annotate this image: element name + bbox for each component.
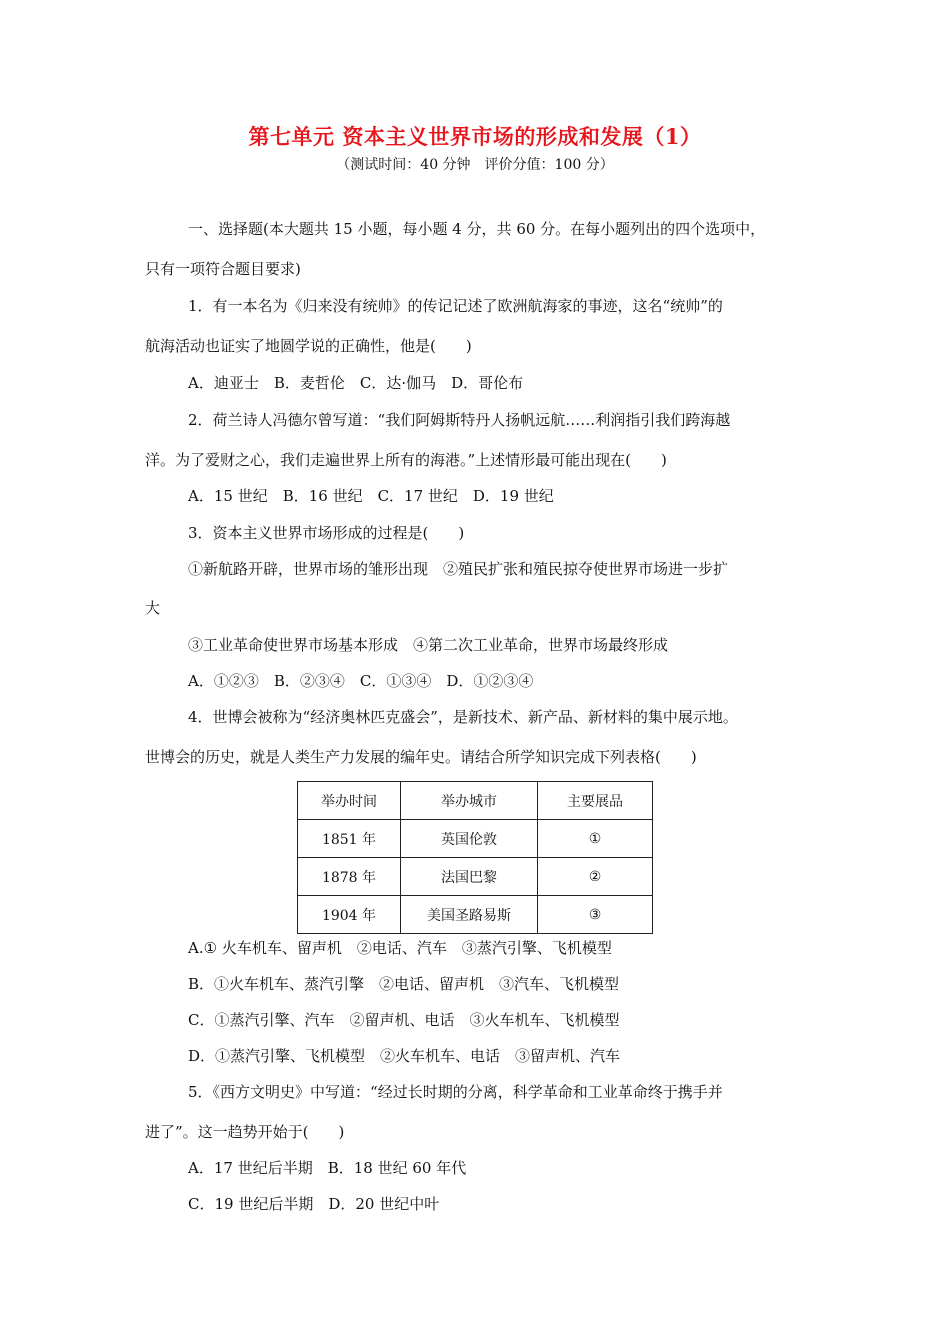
table-cell: 美国圣路易斯 xyxy=(401,896,538,934)
table-row xyxy=(298,858,653,896)
q2-stem: 2．荷兰诗人冯德尔曾写道：“我们阿姆斯特丹人扬帆远航……利润指引我们跨海越 xyxy=(188,411,731,429)
q4-option-d: D．①蒸汽引擎、飞机模型 ②火车机车、电话 ③留声机、汽车 xyxy=(188,1047,621,1065)
table-header-row xyxy=(298,782,653,820)
test-info: （测试时间：40 分钟 评价分值：100 分） xyxy=(336,157,614,173)
table-header-cell: 举办时间 xyxy=(298,782,401,820)
table-header-cell: 举办城市 xyxy=(401,782,538,820)
q5-stem: 5．《西方文明史》中写道：“经过长时期的分离，科学革命和工业革命终于携手并 xyxy=(188,1083,723,1101)
q1-stem-cont: 航海活动也证实了地圆学说的正确性，他是( ) xyxy=(145,337,472,355)
section-heading: 一、选择题(本大题共 15 小题，每小题 4 分，共 60 分。在每小题列出的四个选项中， xyxy=(188,220,766,238)
table-header-cell: 主要展品 xyxy=(538,782,653,820)
q2-stem-cont: 洋。为了爱财之心，我们走遍世界上所有的海港。”上述情形最可能出现在( ) xyxy=(145,451,667,469)
q4-stem: 4．世博会被称为“经济奥林匹克盛会”，是新技术、新产品、新材料的集中展示地。 xyxy=(188,708,738,726)
table-cell: 英国伦敦 xyxy=(401,820,538,858)
table-cell: 1904 年 xyxy=(298,896,401,934)
table-row xyxy=(298,896,653,934)
table-row xyxy=(298,820,653,858)
q2-options: A．15 世纪 B．16 世纪 C．17 世纪 D．19 世纪 xyxy=(188,487,554,505)
expo-table xyxy=(297,781,653,934)
q5-stem-cont: 进了”。这一趋势开始于( ) xyxy=(145,1123,345,1141)
q1-stem: 1．有一本名为《归来没有统帅》的传记记述了欧洲航海家的事迹，这名“统帅”的 xyxy=(188,297,723,315)
q5-options-2: C．19 世纪后半期 D．20 世纪中叶 xyxy=(188,1195,440,1213)
q4-option-a: A.① 火车机车、留声机 ②电话、汽车 ③蒸汽引擎、飞机模型 xyxy=(188,939,612,957)
section-heading-cont: 只有一项符合题目要求) xyxy=(145,260,301,278)
q3-stem: 3．资本主义世界市场形成的过程是( ) xyxy=(188,524,465,542)
q1-options: A．迪亚士 B．麦哲伦 C．达·伽马 D．哥伦布 xyxy=(188,374,524,392)
q3-item-1-cont: 大 xyxy=(145,599,161,617)
q4-stem-cont: 世博会的历史，就是人类生产力发展的编年史。请结合所学知识完成下列表格( ) xyxy=(145,748,697,766)
table-cell: 1851 年 xyxy=(298,820,401,858)
table-cell: 1878 年 xyxy=(298,858,401,896)
q5-options-1: A．17 世纪后半期 B．18 世纪 60 年代 xyxy=(188,1159,467,1177)
table-cell: ② xyxy=(538,858,653,896)
q3-options: A．①②③ B．②③④ C．①③④ D．①②③④ xyxy=(188,672,534,690)
table-cell: 法国巴黎 xyxy=(401,858,538,896)
q4-option-b: B．①火车机车、蒸汽引擎 ②电话、留声机 ③汽车、飞机模型 xyxy=(188,975,620,993)
q3-item-2: ③工业革命使世界市场基本形成 ④第二次工业革命，世界市场最终形成 xyxy=(188,636,669,654)
q3-item-1: ①新航路开辟，世界市场的雏形出现 ②殖民扩张和殖民掠夺使世界市场进一步扩 xyxy=(188,560,729,578)
q4-option-c: C．①蒸汽引擎、汽车 ②留声机、电话 ③火车机车、飞机模型 xyxy=(188,1011,620,1029)
table-cell: ① xyxy=(538,820,653,858)
page-title: 第七单元 资本主义世界市场的形成和发展（1） xyxy=(248,124,702,149)
table-cell: ③ xyxy=(538,896,653,934)
